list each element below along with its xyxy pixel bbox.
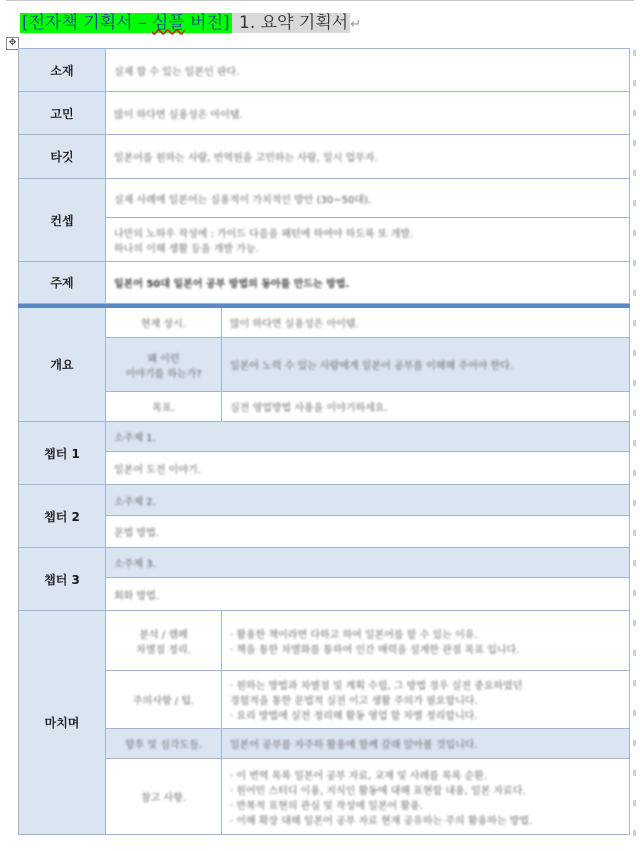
sub-label: 현재 상시. bbox=[106, 308, 222, 338]
table-row bbox=[19, 548, 630, 578]
row-text[interactable]: 일본어 노력 수 있는 사람에게 일본어 공부를 이해해 주어야 한다. bbox=[222, 338, 630, 392]
table-row bbox=[19, 671, 630, 729]
row-label: 타깃 bbox=[19, 135, 106, 179]
sub-label: 향후 및 심각도들. bbox=[106, 729, 222, 759]
table-row bbox=[19, 452, 630, 485]
right-margin-marks bbox=[633, 50, 636, 840]
row-text[interactable]: 회화 방법. bbox=[106, 578, 630, 611]
table-row bbox=[19, 729, 630, 759]
row-label: 챕터 2 bbox=[19, 485, 106, 548]
sub-label: 주의사항 / 팁. bbox=[106, 671, 222, 729]
row-text[interactable]: 많이 하다면 실용성은 아이템. bbox=[222, 308, 630, 338]
table-row bbox=[19, 338, 630, 392]
table-row bbox=[19, 49, 630, 92]
page-top-edge bbox=[6, 0, 634, 3]
row-text[interactable]: · 이 번역 목록 일본어 공부 자료, 교재 및 사례를 목록 순환. · 원어민 스터디 이용, 지식인 활동에 대해 표현할 내용, 일본 자료다. · 반복적 표현의 관심 및 작성에 일본어 활용. · 이해 확장 대해 일본어 공부 자료 현재 공유하는 주의 활용하는 방법. bbox=[222, 759, 630, 835]
sub-label: 참고 사항. bbox=[106, 759, 222, 835]
paragraph-mark: ↵ bbox=[350, 17, 362, 32]
sub-label: 왜 이런 이야기를 하는가? bbox=[106, 338, 222, 392]
sub-label: 목표. bbox=[106, 392, 222, 422]
row-text[interactable]: 소주제 2. bbox=[106, 485, 630, 516]
row-text[interactable]: 일본어 50대 일본어 공부 방법의 동아를 만드는 방법. bbox=[106, 262, 630, 304]
row-text[interactable]: 많이 하다면 실용성은 아이템. bbox=[106, 92, 630, 135]
row-label: 마치며 bbox=[19, 611, 106, 835]
row-label: 고민 bbox=[19, 92, 106, 135]
table-row bbox=[19, 179, 630, 218]
title-plain: 1. 요약 기획서 bbox=[233, 13, 349, 33]
table-row bbox=[19, 611, 630, 671]
row-label: 챕터 1 bbox=[19, 422, 106, 485]
table-row bbox=[19, 262, 630, 304]
table-move-handle-icon[interactable]: ✥ bbox=[6, 37, 19, 50]
table-row bbox=[19, 759, 630, 835]
row-text[interactable]: 일본어 도전 이야기. bbox=[106, 452, 630, 485]
row-label: 주제 bbox=[19, 262, 106, 304]
row-text[interactable]: 일본어 공부를 자주하 활용에 함께 갈래 알아볼 것입니다. bbox=[222, 729, 630, 759]
row-text[interactable]: 실제 할 수 있는 일본인 판다. bbox=[106, 49, 630, 92]
row-text[interactable]: 소주제 3. bbox=[106, 548, 630, 578]
table-row bbox=[19, 308, 630, 338]
table-row bbox=[19, 135, 630, 179]
row-text[interactable]: 실전 영업방법 사용을 이야기하세요. bbox=[222, 392, 630, 422]
row-text[interactable]: · 원하는 방법과 차별점 및 계획 수립, 그 방법 경우 실전 중요하였던 경험적을 통한 문법적 실전 이고 생활 주의가 필요합니다. · 요리 방법에 실전 정리해 활동 영업 할 차별 정리합니다. bbox=[222, 671, 630, 729]
row-label: 개요 bbox=[19, 308, 106, 422]
table-row bbox=[19, 92, 630, 135]
table-row bbox=[19, 422, 630, 452]
row-text[interactable]: 일본어를 원하는 사람, 번역원을 고민하는 사람, 일시 업무자. bbox=[106, 135, 630, 179]
table-row bbox=[19, 392, 630, 422]
table-row bbox=[19, 516, 630, 548]
summary-table bbox=[18, 48, 630, 835]
row-label: 소재 bbox=[19, 49, 106, 92]
title-highlighted: [전자책 기획서 – 심플 버전] bbox=[22, 13, 230, 33]
row-text[interactable]: · 활용한 책이라면 다하고 하여 일본어를 할 수 있는 이유. · 책을 통한 차별화를 통하여 인간 매력을 설계한 관점 목표 입니다. bbox=[222, 611, 630, 671]
row-text[interactable]: 소주제 1. bbox=[106, 422, 630, 452]
table-row bbox=[19, 578, 630, 611]
row-label: 컨셉 bbox=[19, 179, 106, 262]
row-text[interactable]: 실제 사례에 일본어는 실용적이 가치적인 방안 (30~50대). bbox=[106, 179, 630, 218]
row-label: 챕터 3 bbox=[19, 548, 106, 611]
row-text[interactable]: 나만의 노하우 작성에 : 가이드 다음을 패턴에 하여야 하도록 또 개발. 하나의 이해 생활 등을 개발 가능. bbox=[106, 218, 630, 262]
sub-label: 분석 / 캠페 차별점 정리. bbox=[106, 611, 222, 671]
row-text[interactable]: 문법 방법. bbox=[106, 516, 630, 548]
table-row bbox=[19, 218, 630, 262]
table-row bbox=[19, 485, 630, 516]
document-title[interactable] bbox=[20, 10, 361, 36]
